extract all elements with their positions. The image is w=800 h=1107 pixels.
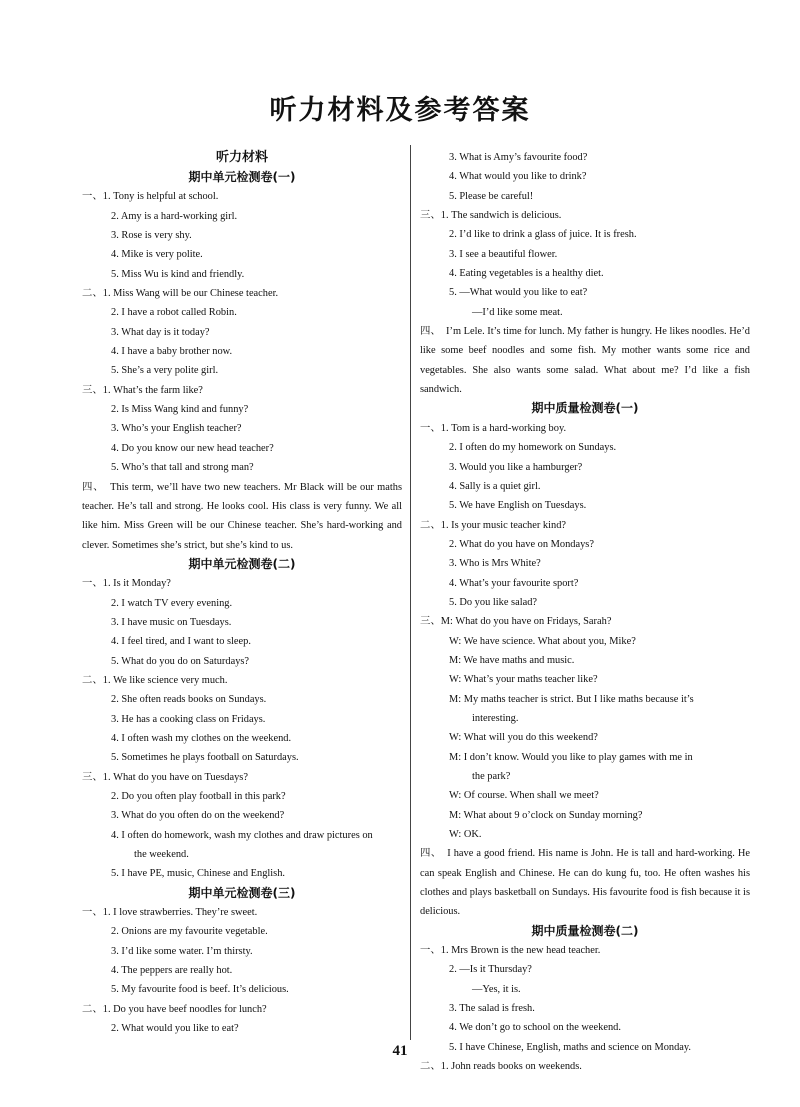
listening-line: 4. I often wash my clothes on the weekend. <box>111 732 292 744</box>
listening-line: 5. Please be careful! <box>449 190 534 202</box>
listening-line: 3. What is Amy’s favourite food? <box>449 152 588 163</box>
listening-line: 3. Would you like a hamburger? <box>449 461 583 473</box>
quality-test-1-part-4: 四、 I have a good friend. His name is John. He is tall and hard-working. He can speak English and Chinese. He can do kung fu, too. He often washes his clothes and plays basketball on Sundays. His favourite food is fish because it is delicious. <box>420 848 750 918</box>
listening-line: 二、1. We like science very much. <box>82 674 228 686</box>
heading-unit-test-3: 期中单元检测卷(三) <box>188 885 296 900</box>
listening-line: 5. Miss Wu is kind and friendly. <box>111 268 245 280</box>
listening-line: 2. I often do my homework on Sundays. <box>449 442 617 454</box>
listening-line: 二、1. Is your music teacher kind? <box>420 519 567 531</box>
heading-quality-test-1: 期中质量检测卷(一) <box>531 401 639 416</box>
listening-line: 4. Do you know our new head teacher? <box>111 442 274 454</box>
listening-line: 3. I have music on Tuesdays. <box>111 616 232 628</box>
listening-line: 一、1. Is it Monday? <box>82 578 171 590</box>
unit-test-1-part-1 <box>82 187 402 284</box>
unit-test-3-part-1 <box>82 903 402 1000</box>
listening-line: 5. Who’s that tall and strong man? <box>111 462 254 474</box>
listening-line: 二、1. Do you have beef noodles for lunch? <box>82 1003 267 1015</box>
unit-test-1-part-2 <box>82 284 402 381</box>
listening-line: 3. Rose is very shy. <box>111 230 192 242</box>
dialogue-line: interesting. <box>472 712 519 724</box>
listening-line: 2. What do you have on Mondays? <box>449 538 594 550</box>
listening-line: 3. He has a cooking class on Fridays. <box>111 713 266 725</box>
listening-line: 3. I see a beautiful flower. <box>449 248 558 260</box>
unit-test-3-part-4: 四、 I’m Lele. It’s time for lunch. My father is hungry. He likes noodles. He’d like some beef noodles and some fish. My mother wants some rice and vegetables. She also wants some salad. What about me? I’d like a fish sandwich. <box>420 326 750 396</box>
listening-line: 2. I watch TV every evening. <box>111 597 233 609</box>
dialogue-line: W: What will you do this weekend? <box>449 732 598 744</box>
heading-unit-test-2: 期中单元检测卷(二) <box>188 556 296 571</box>
listening-line: 4. What’s your favourite sport? <box>449 577 579 589</box>
dialogue-line: M: My maths teacher is strict. But I like maths because it’s <box>449 693 694 705</box>
listening-line: 2. Is Miss Wang kind and funny? <box>111 404 249 416</box>
dialogue-line: 三、M: What do you have on Fridays, Sarah? <box>420 616 612 628</box>
listening-line: —Yes, it is. <box>472 983 521 995</box>
unit-test-1-part-3 <box>82 381 402 478</box>
quality-test-1-part-2 <box>420 516 750 613</box>
listening-line: 一、1. I love strawberries. They’re sweet. <box>82 907 258 919</box>
listening-line: 5. —What would you like to eat? <box>449 287 588 299</box>
unit-test-3-part-3 <box>420 206 750 322</box>
listening-line: 3. What do you often do on the weekend? <box>111 810 285 822</box>
dialogue-line: W: OK. <box>449 829 482 841</box>
quality-test-2-part-2 <box>420 1057 750 1076</box>
listening-line: —I’d like some meat. <box>472 306 563 318</box>
unit-test-2-part-2 <box>82 671 402 768</box>
listening-line: 4. I feel tired, and I want to sleep. <box>111 636 251 648</box>
column-divider <box>410 145 411 1040</box>
listening-line: 一、1. Mrs Brown is the new head teacher. <box>420 945 601 957</box>
listening-line: 三、1. The sandwich is delicious. <box>420 210 562 222</box>
listening-line: 2. I’d like to drink a glass of juice. It is fresh. <box>449 229 637 241</box>
listening-line: 2. Do you often play football in this park? <box>111 791 286 802</box>
dialogue-line: M: I don’t know. Would you like to play games with me in <box>449 751 693 763</box>
listening-line: 3. The salad is fresh. <box>449 1003 535 1015</box>
unit-test-2-part-1 <box>82 574 402 671</box>
listening-line: 2. What would you like to eat? <box>111 1023 239 1035</box>
listening-line: 一、1. Tony is helpful at school. <box>82 191 219 203</box>
listening-line: 二、1. Miss Wang will be our Chinese teacher. <box>82 288 279 300</box>
quality-test-2-part-1 <box>420 941 750 1057</box>
unit-test-3-part-2 <box>82 1000 402 1039</box>
quality-test-1-part-3 <box>420 612 750 844</box>
listening-line: 4. I have a baby brother now. <box>111 346 233 358</box>
dialogue-line: W: Of course. When shall we meet? <box>449 790 599 802</box>
dialogue-line: the park? <box>472 771 511 782</box>
listening-line: 4. Sally is a quiet girl. <box>449 480 541 492</box>
listening-line: 2. I have a robot called Robin. <box>111 307 237 319</box>
listening-line: 5. I have PE, music, Chinese and English. <box>111 868 286 880</box>
listening-line: 4. What would you like to drink? <box>449 171 587 183</box>
listening-line: 2. She often reads books on Sundays. <box>111 694 267 706</box>
right-column <box>420 148 750 1077</box>
listening-line: 3. Who’s your English teacher? <box>111 423 242 435</box>
page-number: 41 <box>392 1043 408 1059</box>
listening-line: 三、1. What do you have on Tuesdays? <box>82 771 248 783</box>
listening-line: 5. She’s a very polite girl. <box>111 365 219 377</box>
dialogue-line: M: We have maths and music. <box>449 654 575 666</box>
listening-line: 3. What day is it today? <box>111 326 210 338</box>
listening-line: 一、1. Tom is a hard-working boy. <box>420 422 567 434</box>
unit-test-1-part-4: 四、 This term, we’ll have two new teachers. Mr Black will be our maths teacher. He’s tall and strong. He looks cool. His class is very funny. We all like him. Miss Green will be our Chinese teacher. She’s hard-working and clever. Sometimes she’s strict, but she’s kind to us. <box>82 481 402 551</box>
listening-line: 4. We don’t go to school on the weekend. <box>449 1022 621 1034</box>
listening-line: 5. I have Chinese, English, maths and science on Monday. <box>449 1041 692 1053</box>
listening-line: 二、1. John reads books on weekends. <box>420 1061 582 1073</box>
section-title: 听力材料 <box>215 150 268 165</box>
dialogue-line: W: We have science. What about you, Mike? <box>449 635 636 647</box>
listening-line: 2. Amy is a hard-working girl. <box>111 210 238 222</box>
listening-line: 5. We have English on Tuesdays. <box>449 500 587 512</box>
left-column <box>82 148 402 1038</box>
listening-line: 3. I’d like some water. I’m thirsty. <box>111 945 253 957</box>
listening-line: 3. Who is Mrs White? <box>449 558 541 570</box>
heading-unit-test-1: 期中单元检测卷(一) <box>188 170 296 184</box>
listening-line: 5. My favourite food is beef. It’s delicious. <box>111 984 289 996</box>
listening-line: 5. Do you like salad? <box>449 596 538 608</box>
listening-line: 4. I often do homework, wash my clothes and draw pictures on <box>111 829 373 841</box>
listening-line: 5. What do you do on Saturdays? <box>111 655 250 667</box>
listening-line: 4. The peppers are really hot. <box>111 965 233 977</box>
listening-line: 4. Eating vegetables is a healthy diet. <box>449 268 604 280</box>
listening-line: 5. Sometimes he plays football on Saturdays. <box>111 752 299 764</box>
listening-line: the weekend. <box>134 849 189 861</box>
listening-line: 三、1. What’s the farm like? <box>82 384 203 396</box>
heading-quality-test-2: 期中质量检测卷(二) <box>531 923 639 938</box>
quality-test-1-part-1 <box>420 419 750 516</box>
unit-test-3-part-2-continued <box>420 148 750 206</box>
page-title: 听力材料及参考答案 <box>269 95 531 126</box>
unit-test-2-part-3 <box>82 768 402 884</box>
listening-line: 4. Mike is very polite. <box>111 249 203 261</box>
listening-line: 2. —Is it Thursday? <box>449 964 532 976</box>
listening-line: 2. Onions are my favourite vegetable. <box>111 926 268 938</box>
dialogue-line: M: What about 9 o’clock on Sunday morning? <box>449 809 643 821</box>
dialogue-line: W: What’s your maths teacher like? <box>449 674 598 686</box>
